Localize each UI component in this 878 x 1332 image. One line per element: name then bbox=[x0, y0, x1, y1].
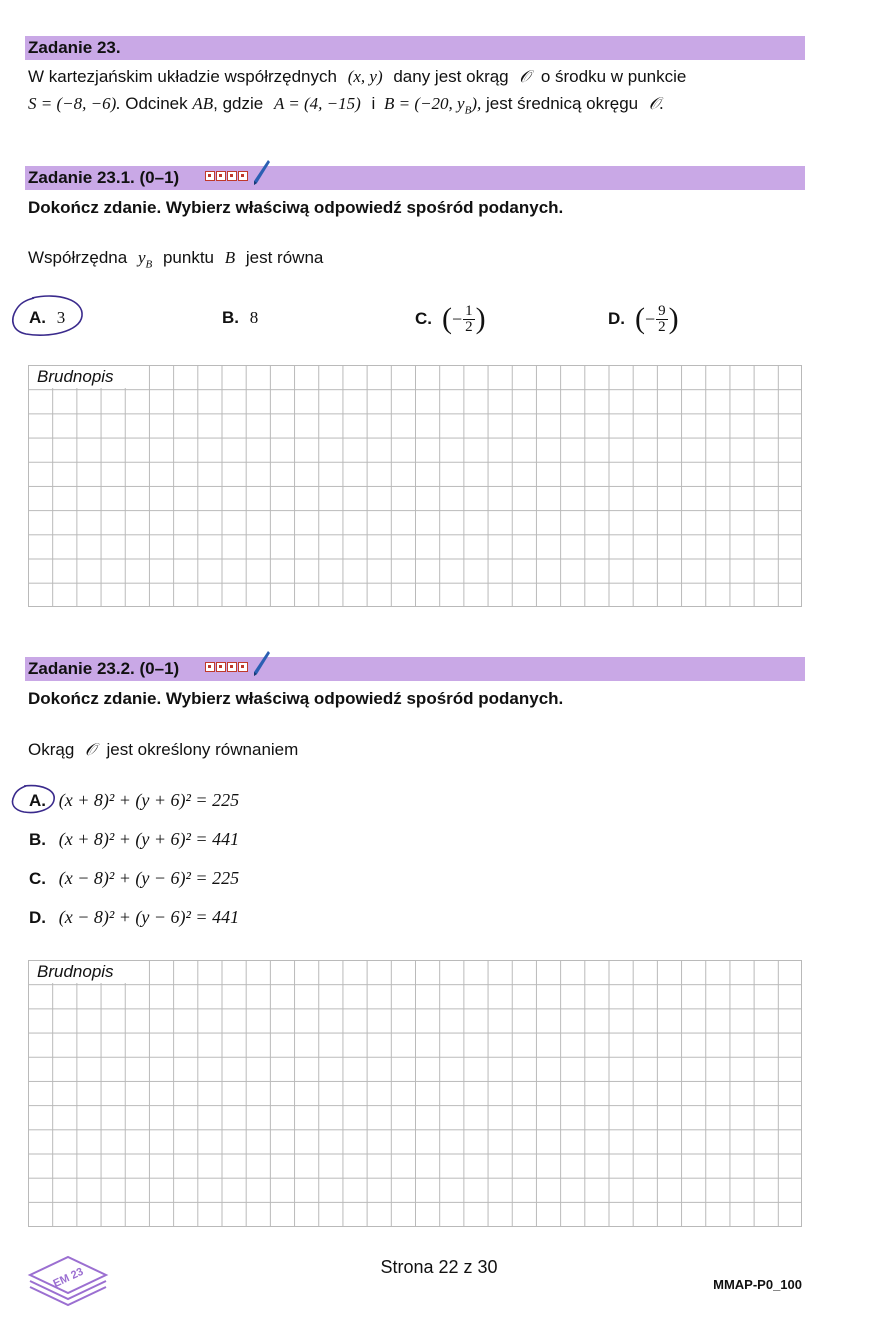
task-23-2-option-b[interactable]: B. (x + 8)² + (y + 6)² = 441 bbox=[29, 829, 240, 849]
task-23-2-stem: Okrąg 𝒪 jest określony równaniem bbox=[28, 740, 299, 759]
task-23-1-option-b[interactable]: B. 8 bbox=[222, 308, 259, 327]
draft-label: Brudnopis bbox=[29, 366, 148, 388]
draft-label: Brudnopis bbox=[29, 961, 148, 983]
task-23-1-option-d[interactable]: D. ( − $\frac{9}{2}$ ) bbox=[608, 302, 679, 335]
task-23-1-option-a[interactable]: A. 3 bbox=[29, 308, 66, 327]
task-23-2-header bbox=[25, 657, 805, 681]
task-23-1-header bbox=[25, 166, 805, 190]
score-boxes-icon bbox=[205, 171, 249, 181]
task-23-2-option-d[interactable]: D. (x − 8)² + (y − 6)² = 441 bbox=[29, 907, 240, 927]
task-23-2-option-a[interactable]: A. (x + 8)² + (y + 6)² = 225 bbox=[29, 790, 240, 810]
page-number: Strona 22 z 30 bbox=[380, 1257, 498, 1277]
task-23-2-option-c[interactable]: C. (x − 8)² + (y − 6)² = 225 bbox=[29, 868, 240, 888]
task-23-1-title: Zadanie 23.1. (0–1) bbox=[28, 168, 180, 187]
draft-grid-1 bbox=[28, 365, 802, 607]
document-code: MMAP-P0_100 bbox=[713, 1277, 802, 1292]
pen-icon bbox=[251, 650, 271, 678]
task-23-header bbox=[25, 36, 805, 60]
draft-grid-2 bbox=[28, 960, 802, 1227]
answer-circle-mark-icon bbox=[8, 292, 88, 342]
task-23-2-instruction: Dokończ zdanie. Wybierz właściwą odpowiedź spośród podanych. bbox=[28, 689, 564, 708]
task-23-title: Zadanie 23. bbox=[28, 38, 121, 57]
task-23-intro-line-1: W kartezjańskim układzie współrzędnych (x, y) dany jest okrąg 𝒪 o środku w punkcie bbox=[28, 67, 687, 86]
task-23-1-instruction: Dokończ zdanie. Wybierz właściwą odpowiedź spośród podanych. bbox=[28, 198, 564, 217]
pen-icon bbox=[251, 159, 271, 187]
answer-circle-mark-icon bbox=[8, 782, 60, 818]
task-23-1-option-c[interactable]: C. ( − $\frac{1}{2}$ ) bbox=[415, 302, 486, 335]
task-23-2-title: Zadanie 23.2. (0–1) bbox=[28, 659, 180, 678]
score-boxes-icon bbox=[205, 662, 249, 672]
task-23-intro-line-2: S = (−8, −6). Odcinek AB, gdzie A = (4, −15) i B = (−20, $y_B$), jest średnicą okręgu 𝒪. bbox=[28, 94, 664, 117]
svg-text:EM 23: EM 23 bbox=[51, 1265, 86, 1291]
task-23-1-stem: Współrzędna $y_B$ punktu B jest równa bbox=[28, 248, 324, 271]
